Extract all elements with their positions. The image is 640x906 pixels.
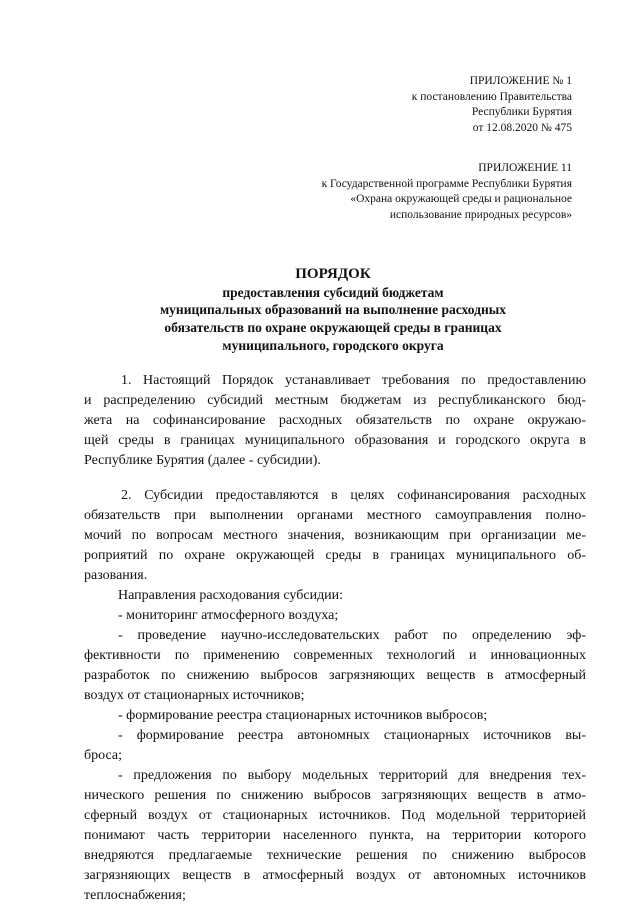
document-title bbox=[80, 266, 586, 355]
title-heading: ПОРЯДОК bbox=[295, 266, 371, 282]
paragraph-line: 1. Настоящий Порядок устанавливает требования по предоставлению bbox=[121, 373, 586, 388]
appendix-1-line: ПРИЛОЖЕНИЕ № 1 bbox=[469, 75, 572, 87]
directions-heading: Направления расходования субсидии: bbox=[118, 588, 344, 603]
paragraph-line: Республике Бурятия (далее - субсидии). bbox=[84, 453, 321, 468]
direction-item-line: загрязняющих веществ в атмосферный воздух от автономных источников bbox=[84, 868, 586, 883]
paragraph-line: обязательств при выполнении органами местного самоуправления полно- bbox=[84, 508, 586, 523]
appendix-11-header bbox=[322, 161, 572, 223]
appendix-1-line: к постановлению Правительства bbox=[411, 90, 572, 103]
direction-item-line: разработок по снижению выбросов загрязняющих веществ в атмосферный bbox=[84, 668, 586, 683]
paragraph-line: разования. bbox=[84, 568, 148, 583]
paragraph-line: мочий по вопросам местного значения, возникающим при организации ме- bbox=[84, 528, 586, 543]
paragraph-line: и распределению субсидий местным бюджетам из республиканского бюд- bbox=[84, 393, 586, 408]
appendix-1-header bbox=[412, 74, 572, 136]
direction-item-line: - проведение научно-исследовательских работ по определению эф- bbox=[118, 628, 586, 643]
paragraph-line: роприятий по охране окружающей среды в границах муниципального об- bbox=[84, 548, 586, 563]
direction-item-line: сферный воздух от стационарных источников. Под модельной территорией bbox=[84, 808, 586, 823]
appendix-1-line: Республики Бурятия bbox=[471, 106, 572, 118]
direction-item-line: броса; bbox=[84, 748, 122, 763]
direction-item-line: - формирование реестра автономных стационарных источников вы- bbox=[118, 728, 586, 743]
direction-item-line: воздух от стационарных источников; bbox=[84, 688, 305, 703]
appendix-11-line: «Охрана окружающей среды и рациональное bbox=[350, 193, 572, 205]
title-line: обязательств по охране окружающей среды в границах bbox=[164, 320, 502, 336]
title-line: муниципальных образований на выполнение расходных bbox=[159, 302, 507, 318]
paragraph-1 bbox=[84, 371, 586, 471]
paragraph-2 bbox=[84, 486, 586, 906]
paragraph-line: жета на софинансирование расходных обязательств по охране окружаю- bbox=[84, 413, 586, 428]
direction-item-line: нического решения по снижению выбросов загрязняющих веществ в атмо- bbox=[84, 788, 586, 803]
appendix-11-line: ПРИЛОЖЕНИЕ 11 bbox=[478, 162, 572, 174]
appendix-1-line: от 12.08.2020 № 475 bbox=[472, 121, 572, 134]
appendix-11-line: к Государственной программе Республики Бурятия bbox=[321, 177, 572, 190]
title-line: предоставления субсидий бюджетам bbox=[222, 284, 444, 300]
direction-item: - формирование реестра стационарных источников выбросов; bbox=[118, 708, 488, 723]
appendix-11-line: использование природных ресурсов» bbox=[389, 208, 572, 221]
direction-item-line: фективности по применению современных технологий и инновационных bbox=[84, 648, 586, 663]
direction-item-line: теплоснабжения; bbox=[84, 888, 186, 903]
direction-item-line: понимают часть территории населенного пункта, на территории которого bbox=[84, 828, 586, 843]
title-line: муниципального, городского округа bbox=[222, 337, 444, 353]
paragraph-line: щей среды в границах муниципального образования и городского округа в bbox=[84, 433, 586, 448]
direction-item-line: - предложения по выбору модельных территорий для внедрения тех- bbox=[118, 768, 586, 783]
direction-item-line: внедряются предлагаемые технические решения по снижению выбросов bbox=[84, 848, 586, 863]
paragraph-line: 2. Субсидии предоставляются в целях софинансирования расходных bbox=[121, 488, 586, 503]
direction-item: - мониторинг атмосферного воздуха; bbox=[118, 608, 339, 623]
